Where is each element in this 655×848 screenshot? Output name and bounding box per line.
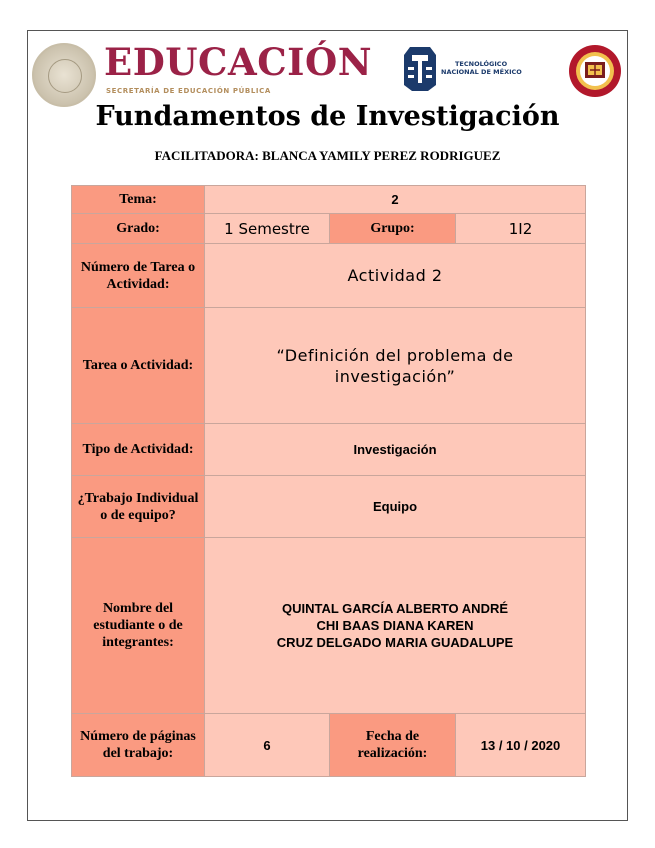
table-row-numero-tarea (72, 244, 586, 308)
nombre-label: Nombre del estudiante o de integrantes: (72, 538, 205, 714)
assignment-info-table (71, 185, 586, 777)
table-row-grado (72, 214, 586, 244)
table-row-nombre (72, 538, 586, 714)
trabajo-label: ¿Trabajo Individual o de equipo? (72, 476, 205, 538)
mexico-coat-of-arms-logo (32, 43, 96, 107)
sep-subtitle: SECRETARÍA DE EDUCACIÓN PÚBLICA (106, 87, 271, 95)
institution-seal-icon (568, 44, 622, 98)
tipo-value: Investigación (205, 424, 586, 476)
fecha-label: Fecha de realización: (330, 714, 456, 777)
table-row-paginas (72, 714, 586, 777)
numero-tarea-value: Actividad 2 (205, 244, 586, 308)
tecnm-line-1: TECNOLÓGICO (455, 60, 508, 68)
integrante-name: QUINTAL GARCÍA ALBERTO ANDRÉ (281, 601, 509, 616)
document-title: Fundamentos de Investigación (95, 101, 560, 132)
grado-label: Grado: (72, 214, 205, 244)
tarea-label: Tarea o Actividad: (72, 308, 205, 424)
table-row-tema (72, 186, 586, 214)
fecha-value: 13 / 10 / 2020 (456, 714, 586, 777)
table-row-trabajo (72, 476, 586, 538)
facilitator-line: FACILITADORA: BLANCA YAMILY PEREZ RODRIGUEZ (154, 148, 501, 163)
tecnm-logo-icon (400, 45, 440, 93)
table-row-tipo (72, 424, 586, 476)
integrantes-cell (205, 538, 586, 714)
tema-label: Tema: (72, 186, 205, 214)
numero-tarea-label: Número de Tarea o Actividad: (72, 244, 205, 308)
paginas-label: Número de páginas del trabajo: (72, 714, 205, 777)
tarea-value: “Definición del problema de investigación” (205, 308, 586, 424)
integrante-name: CHI BAAS DIANA KAREN (316, 618, 474, 633)
grado-value: 1 Semestre (205, 214, 330, 244)
tema-value: 2 (205, 186, 586, 214)
tipo-label: Tipo de Actividad: (72, 424, 205, 476)
educacion-logo-text: EDUCACIÓN (104, 40, 373, 84)
integrante-name: CRUZ DELGADO MARIA GUADALUPE (276, 635, 514, 650)
grupo-label: Grupo: (330, 214, 456, 244)
paginas-value: 6 (205, 714, 330, 777)
trabajo-value: Equipo (205, 476, 586, 538)
table-row-tarea (72, 308, 586, 424)
grupo-value: 1I2 (456, 214, 586, 244)
tecnm-logo-text (441, 60, 522, 76)
tecnm-line-2: NACIONAL DE MÉXICO (441, 68, 522, 76)
